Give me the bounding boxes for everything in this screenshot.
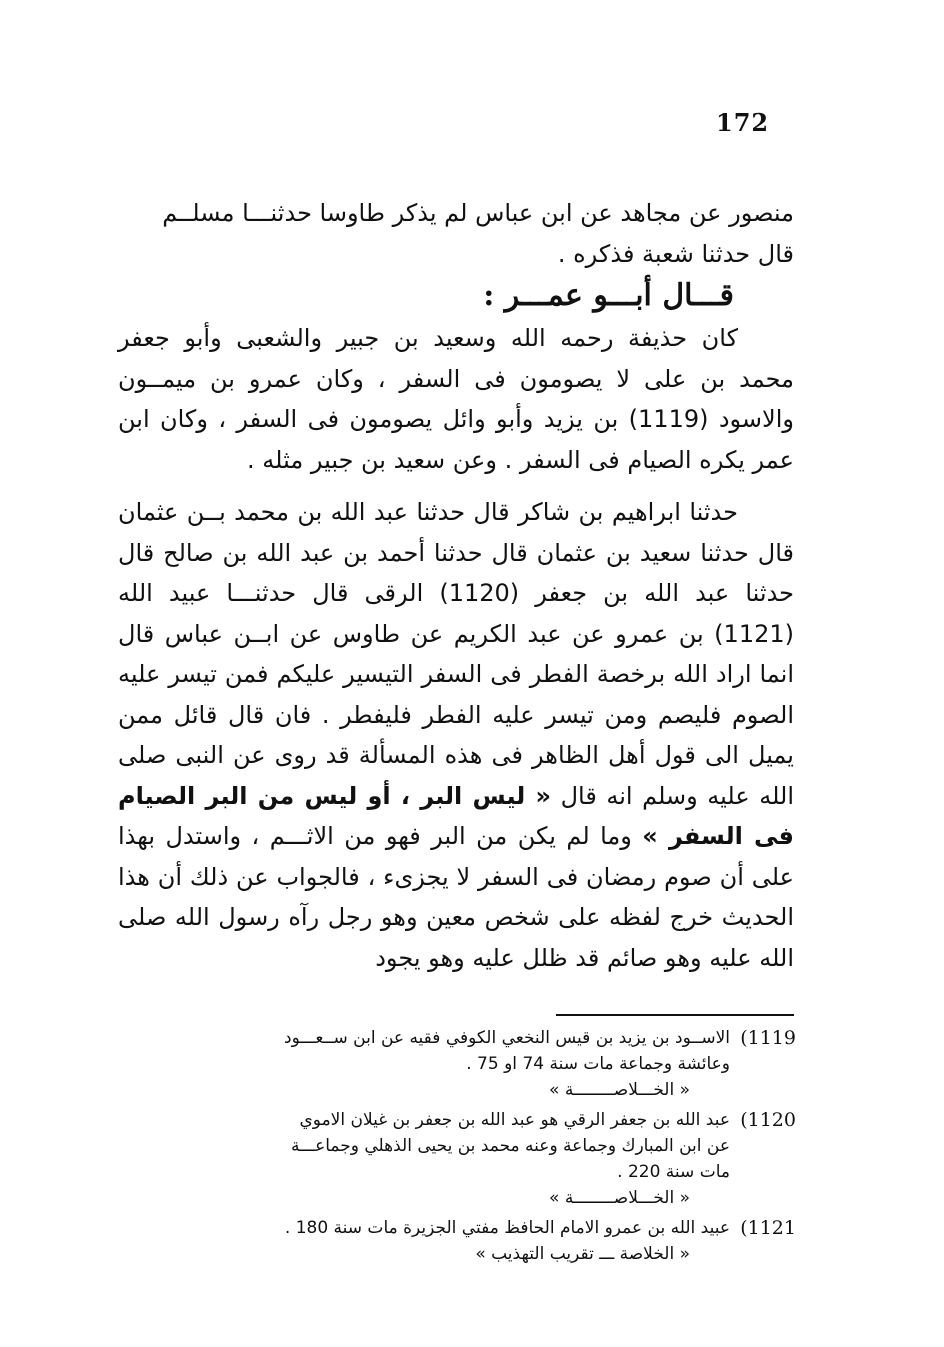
main-text: [118, 193, 794, 978]
footnote-source: « الخلاصة ـــ تقريب التهذيب »: [475, 1244, 690, 1264]
footnote-line: وعائشة وجماعة مات سنة 74 او 75 .: [466, 1054, 730, 1074]
intro-line-1: منصور عن مجاهد عن ابن عباس لم يذكر طاوسا حدثنـــا مسلــم: [162, 199, 794, 227]
section-heading: قـــال أبـــو عمـــر :: [483, 278, 734, 313]
footnote-line: عن ابن المبارك وجماعة وعنه محمد بن يحيى الذهلي وجماعـــة: [291, 1136, 730, 1156]
paragraph-2-before-quote: حدثنا ابراهيم بن شاكر قال حدثنا عبد الله بن محمد بــن عثمان قال حدثنا سعيد بن عثمان قال حدثنا أحمد بن عبد الله بن صالح قال حدثنا عبد الله بن جعفر (1120) الرقى قال حدثنـــا عبيد الله (1121) بن عمرو عن عبد الكريم عن طاوس عن ابــن عباس قال انما اراد الله برخصة الفطر فى السفر التيسير عليكم فمن تيسر عليه الصوم فليصم ومن تيسر عليه الفطر فليفطر . فان قال قائل ممن يميل الى قول أهل الظاهر فى هذه المسألة قد روى عن النبى صلى الله عليه وسلم انه قال: [118, 498, 794, 810]
footnote-body: [124, 1025, 730, 1103]
footnote-line: الاســود بن يزيد بن قيس النخعي الكوفي فقيه عن ابن ســعـــود: [284, 1028, 730, 1048]
footnote-line: مات سنة 220 .: [617, 1162, 730, 1182]
paragraph-2-after-quote: وما لم يكن من البر فهو من الاثـــم ، واستدل بهذا على أن صوم رمضان فى السفر لا يجزىء ، فالجواب عن ذلك أن هذا الحديث خرج لفظه على شخص معين وهو رجل رآه رسول الله صلى الله عليه وهو صائم قد ظلل عليه وهو يجود: [118, 822, 794, 972]
page-number: 172: [716, 108, 770, 137]
intro-line-2: قال حدثنا شعبة فذكره .: [557, 239, 794, 268]
footnote-number: (1121: [740, 1217, 796, 1239]
footnote-source: « الخـــلاصــــــــة »: [549, 1188, 690, 1208]
footnote-body: [124, 1215, 730, 1267]
footnotes: [124, 1025, 796, 1271]
footnote-1121: [124, 1215, 796, 1267]
footnote-1119: [124, 1025, 796, 1103]
footnote-divider: [556, 1014, 794, 1016]
paragraph-2: [118, 492, 794, 978]
footnote-body: [124, 1107, 730, 1211]
footnote-line: عبد الله بن جعفر الرقي هو عبد الله بن جعفر بن غيلان الاموي: [299, 1110, 730, 1130]
footnote-1120: [124, 1107, 796, 1211]
footnote-number: (1120: [740, 1109, 796, 1131]
footnote-line: عبيد الله بن عمرو الامام الحافظ مفتي الجزيرة مات سنة 180 .: [284, 1218, 730, 1238]
hadith-quote: « ليس البر ، أو ليس من البر الصيام فى السفر »: [118, 781, 795, 850]
paragraph-1: كان حذيفة رحمه الله وسعيد بن جبير والشعبى وأبو جعفر محمد بن على لا يصومون فى السفر ، وكان عمرو بن ميمــون والاسود (1119) بن يزيد وأبو وائل يصومون فى السفر ، وكان ابن عمر يكره الصيام فى السفر . وعن سعيد بن جبير مثله .: [118, 324, 794, 474]
footnote-number: (1119: [740, 1027, 796, 1049]
footnote-source: « الخـــلاصــــــــة »: [549, 1080, 690, 1100]
